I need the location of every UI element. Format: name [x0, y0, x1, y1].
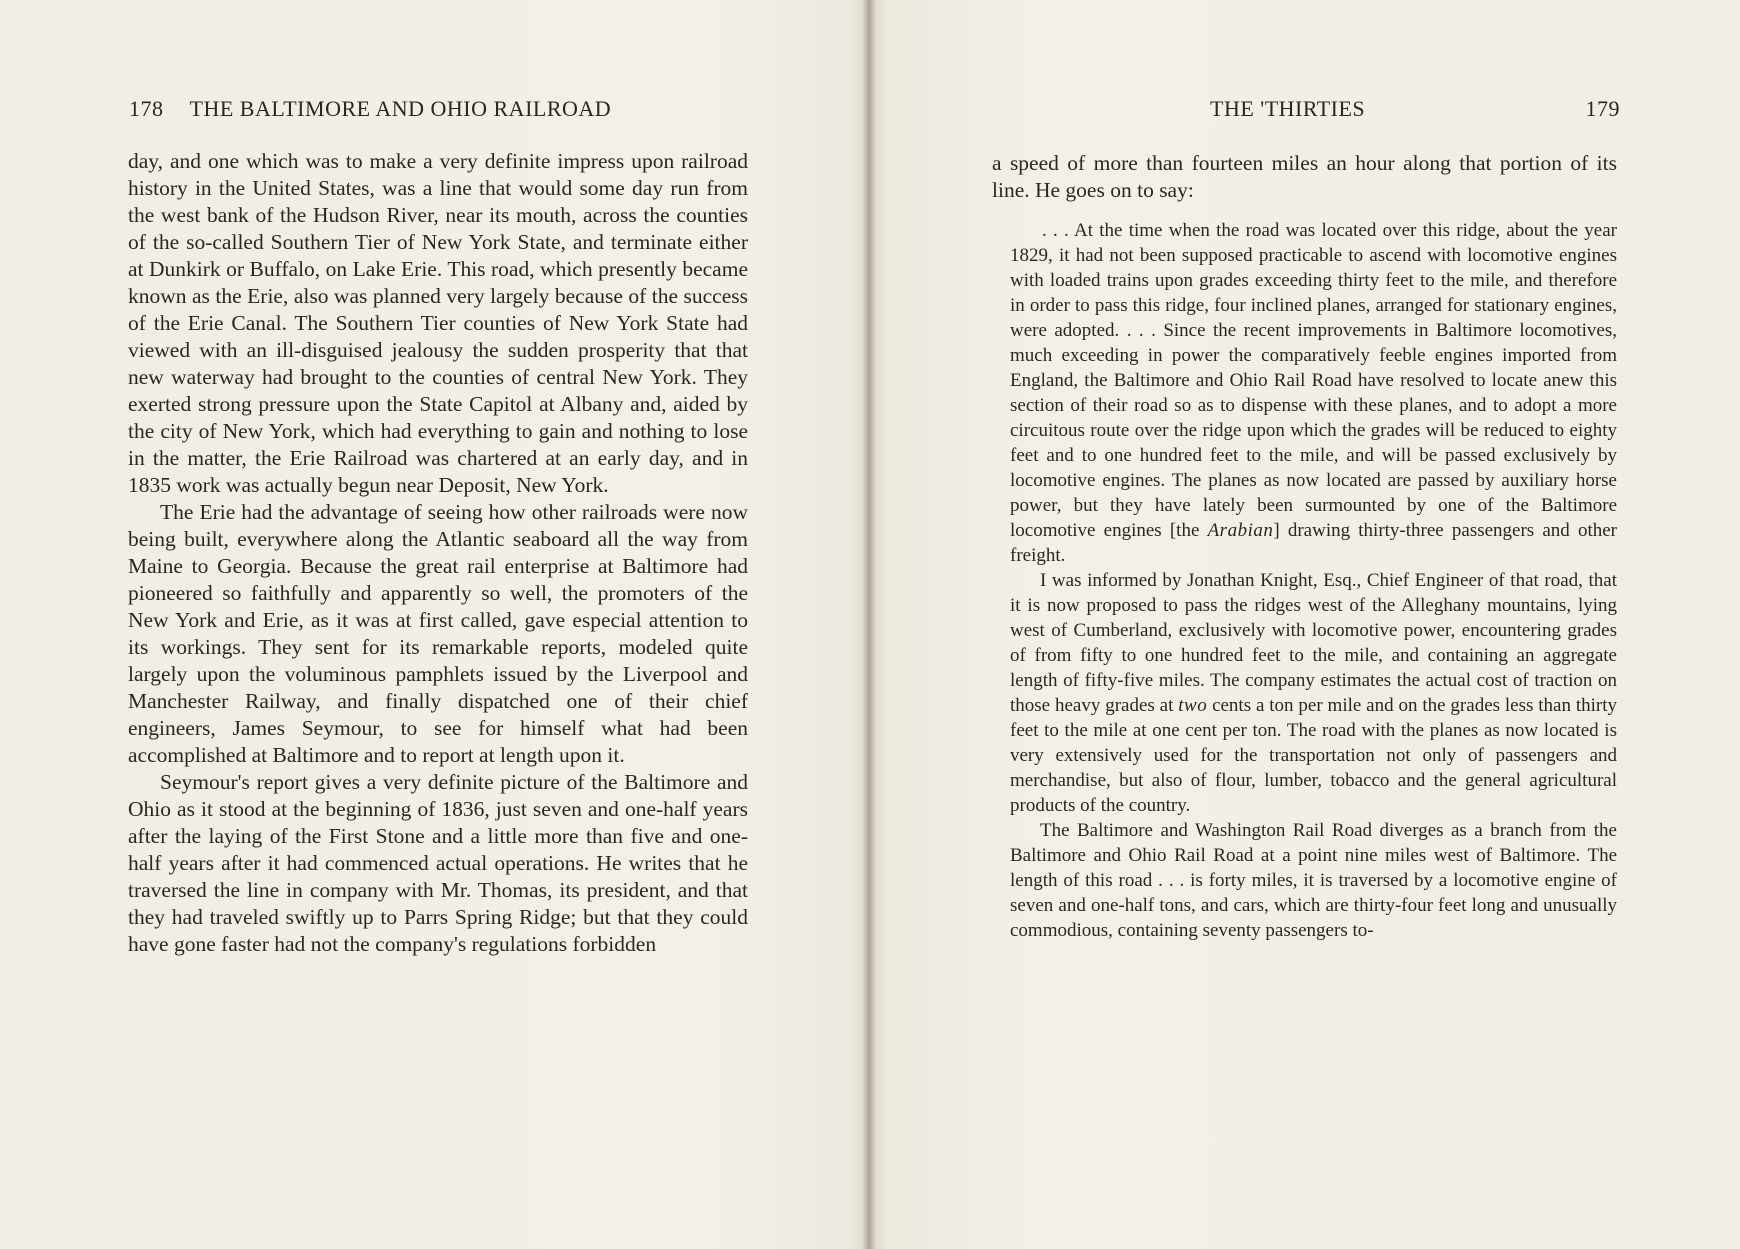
paragraph: a speed of more than fourteen miles an hour along that portion of its line. He goes on to say: [992, 151, 1617, 202]
quote-text: cents a ton per mile and on the grades less than thirty feet to the mile at one cent per ton. The road with the planes as now located is very extensively used for the transportation not only of passengers and merchandise, but also of flour, lumber, tobacco and the general agricultural products of the country. [1010, 695, 1617, 816]
right-page [872, 0, 1740, 1249]
right-running-head [1210, 96, 1620, 122]
right-page-title: THE 'THIRTIES [1210, 96, 1366, 121]
paragraph: Seymour's report gives a very definite picture of the Baltimore and Ohio as it stood at the beginning of 1836, just seven and one-half years after the laying of the First Stone and a little more than five and one-half years after it had commenced actual operations. He writes that he traversed the line in company with Mr. Thomas, its president, and that they had traveled swiftly up to Parrs Spring Ridge; but that they could have gone faster had not the company's regulations forbidden [128, 770, 748, 956]
quote-paragraph [1010, 218, 1617, 568]
right-page-number: 179 [1585, 96, 1620, 121]
italic-text: Arabian [1207, 520, 1274, 541]
quote-paragraph: The Baltimore and Washington Rail Road diverges as a branch from the Baltimore and Ohio Rail Road at a point nine miles west of Baltimore. The length of this road . . . is forty miles, it is traversed by a locomotive engine of seven and one-half tons, and cars, which are thirty-four feet long and unusually commodious, containing seventy passengers to- [1010, 820, 1617, 941]
paragraph: The Erie had the advantage of seeing how other railroads were now being built, everywhere along the Atlantic seaboard all the way from Maine to Georgia. Because the great rail enterprise at Baltimore had pioneered so faithfully and apparently so well, the promoters of the New York and Erie, as it was at first called, gave especial attention to its workings. They sent for its remarkable reports, modeled quite largely upon the voluminous pamphlets issued by the Liverpool and Manchester Railway, and finally dispatched one of their chief engineers, James Seymour, to see for himself what had been accomplished at Baltimore and to report at length upon it. [128, 500, 748, 767]
quote-text: I was informed by Jonathan Knight, Esq., Chief Engineer of that road, that it is now proposed to pass the ridges west of the Alleghany mountains, lying west of Cumberland, exclusively with locomotive power, encountering grades of from fifty to one hundred feet to the mile, and containing an aggregate length of fifty-five miles. The company estimates the actual cost of traction on those heavy grades at [1010, 570, 1617, 716]
left-page-title: THE BALTIMORE AND OHIO RAILROAD [189, 96, 612, 121]
italic-text: two [1178, 695, 1208, 716]
left-body-text [128, 148, 748, 958]
left-page [0, 0, 868, 1249]
quote-text: ] drawing thirty-three passengers and other freight. [1010, 520, 1617, 566]
left-page-number: 178 [129, 96, 164, 121]
left-running-head [129, 96, 689, 122]
right-body-text [992, 150, 1617, 943]
quote-text: . . . At the time when the road was located over this ridge, about the year 1829, it had not been supposed practicable to ascend with locomotive engines with loaded trains upon grades exceeding thirty feet to the mile, and therefore in order to pass this ridge, four inclined planes, arranged for stationary engines, were adopted. . . . Since the recent improvements in Baltimore locomotives, much exceeding in power the comparatively feeble engines imported from England, the Baltimore and Ohio Rail Road have resolved to locate anew this section of their road so as to dispense with these planes, and to adopt a more circuitous route over the ridge upon which the grades will be reduced to eighty feet and to one hundred feet to the mile, and will be passed exclusively by locomotive engines. The planes as now located are passed by auxiliary horse power, but they have lately been surmounted by one of the Baltimore locomotive engines [the [1010, 220, 1617, 541]
quote-paragraph [1010, 568, 1617, 818]
paragraph: day, and one which was to make a very definite impress upon railroad history in the United States, was a line that would some day run from the west bank of the Hudson River, near its mouth, across the counties of the so-called Southern Tier of New York State, and terminate either at Dunkirk or Buffalo, on Lake Erie. This road, which presently became known as the Erie, also was planned very largely because of the success of the Erie Canal. The Southern Tier counties of New York State had viewed with an ill-disguised jealousy the sudden prosperity that that new waterway had brought to the counties of central New York. They exerted strong pressure upon the State Capitol at Albany and, aided by the city of New York, which had everything to gain and nothing to lose in the matter, the Erie Railroad was chartered at an early day, and in 1835 work was actually begun near Deposit, New York. [128, 149, 748, 497]
block-quote [1010, 218, 1617, 943]
